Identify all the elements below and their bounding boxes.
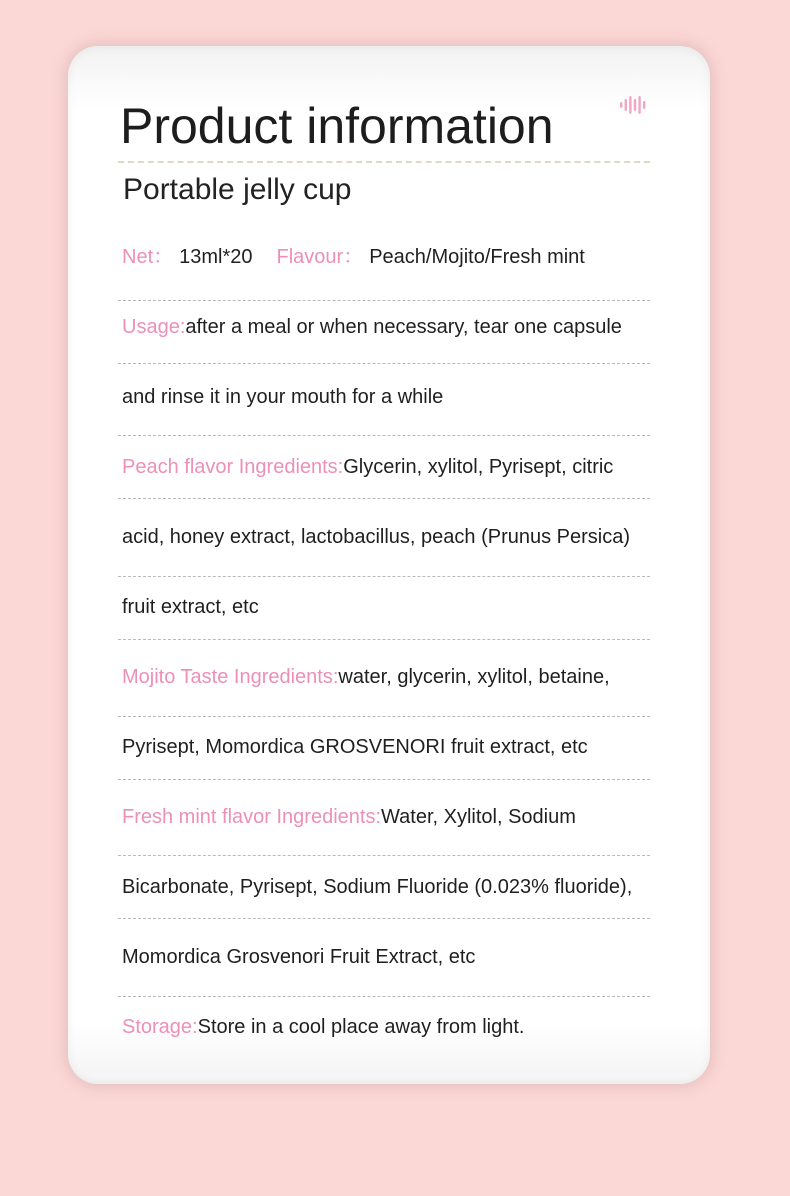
usage-row-cont (122, 383, 443, 411)
row-divider (118, 576, 650, 577)
peach-label: Peach flavor Ingredients: (122, 456, 344, 478)
sound-wave-icon (620, 94, 646, 116)
product-info-card (68, 46, 710, 1084)
product-subtitle: Portable jelly cup (123, 173, 352, 206)
mint-label: Fresh mint flavor Ingredients: (122, 806, 381, 828)
peach-row-cont (122, 523, 630, 551)
row-divider (118, 363, 650, 364)
net-value: 13ml*20 (179, 246, 253, 268)
net-label: Net： (122, 246, 174, 268)
storage-label: Storage: (122, 1016, 198, 1038)
flavour-label: Flavour： (276, 246, 364, 268)
mint-line-1: Water, Xylitol, Sodium (381, 806, 576, 828)
mojito-line-2: Pyrisept, Momordica GROSVENORI fruit extract, etc (122, 736, 588, 758)
peach-line-3: fruit extract, etc (122, 596, 259, 618)
mint-row-cont-2 (122, 943, 475, 971)
row-divider (118, 639, 650, 640)
mojito-row (122, 663, 610, 691)
usage-label: Usage: (122, 316, 186, 338)
peach-row (122, 453, 613, 481)
mint-line-2: Bicarbonate, Pyrisept, Sodium Fluoride (0.023% fluoride), (122, 876, 633, 898)
mint-row-cont (122, 873, 632, 901)
peach-line-2: acid, honey extract, lactobacillus, peach (Prunus Persica) (122, 526, 631, 548)
usage-row (122, 313, 622, 341)
usage-line-2: and rinse it in your mouth for a while (122, 386, 444, 408)
mojito-row-cont (122, 733, 588, 761)
peach-row-cont-2 (122, 593, 259, 621)
row-divider (118, 716, 650, 717)
storage-row (122, 1013, 524, 1041)
row-divider (118, 855, 650, 856)
row-divider (118, 498, 650, 499)
usage-line-1: after a meal or when necessary, tear one capsule (185, 316, 622, 338)
flavour-value: Peach/Mojito/Fresh mint (369, 246, 585, 268)
storage-value: Store in a cool place away from light. (197, 1016, 525, 1038)
row-divider (118, 918, 650, 919)
row-divider (118, 996, 650, 997)
title-divider (118, 161, 650, 163)
mojito-line-1: water, glycerin, xylitol, betaine, (338, 666, 610, 688)
mint-row (122, 803, 576, 831)
mint-line-3: Momordica Grosvenori Fruit Extract, etc (122, 946, 476, 968)
mojito-label: Mojito Taste Ingredients: (122, 666, 339, 688)
row-divider (118, 300, 650, 301)
row-divider (118, 435, 650, 436)
net-flavour-row (122, 243, 585, 271)
peach-line-1: Glycerin, xylitol, Pyrisept, citric (343, 456, 614, 478)
row-divider (118, 779, 650, 780)
page-title: Product information (120, 98, 554, 154)
